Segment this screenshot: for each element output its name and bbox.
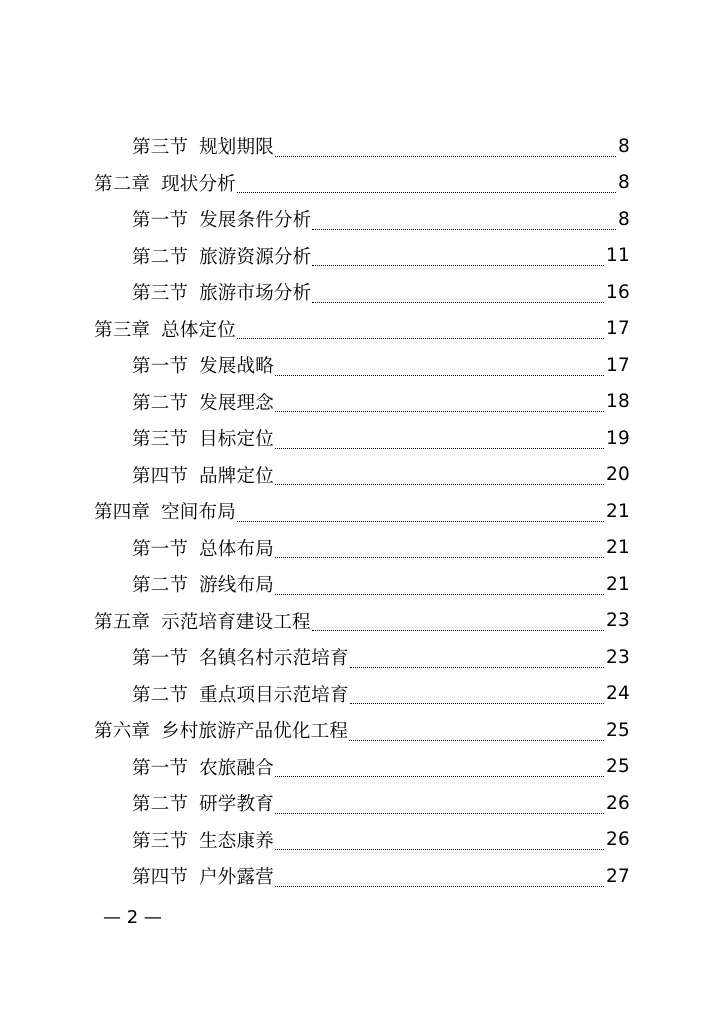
- toc-entry-title: 户外露营: [199, 867, 274, 888]
- toc-entry-label: [94, 717, 348, 743]
- toc-entry-label: [132, 571, 274, 597]
- toc-page-number: 25: [606, 756, 630, 777]
- toc-entry-title: 空间布局: [161, 502, 236, 523]
- toc-section-entry: [132, 420, 630, 456]
- toc-page-number: 8: [618, 172, 630, 193]
- toc-entry-title: 农旅融合: [199, 757, 274, 779]
- toc-entry-title: 目标定位: [199, 429, 274, 450]
- toc-entry-title: 发展战略: [199, 356, 274, 377]
- dot-leader: [349, 722, 604, 741]
- section-number: 第二节: [132, 684, 189, 706]
- toc-entry-label: [132, 243, 311, 269]
- toc-entry-label: [94, 608, 311, 634]
- toc-page-number: 27: [606, 865, 630, 887]
- toc-page-number: 20: [606, 464, 630, 485]
- dot-leader: [350, 685, 604, 704]
- toc-entry-label: [132, 133, 274, 159]
- page-number: — 2 —: [103, 907, 162, 928]
- toc-entry-title: 总体布局: [199, 538, 274, 560]
- toc-entry-label: [132, 352, 274, 378]
- section-number: 第二节: [132, 794, 189, 815]
- toc-section-entry: [132, 566, 630, 602]
- toc-entry-title: 研学教育: [199, 794, 274, 815]
- dot-leader: [312, 211, 616, 230]
- dot-leader: [275, 393, 604, 412]
- toc-section-entry: [132, 238, 630, 274]
- toc-section-entry: [132, 858, 630, 894]
- toc-entry-label: [132, 644, 349, 670]
- chapter-number: 第五章: [94, 611, 151, 633]
- toc-entry-title: 名镇名村示范培育: [199, 648, 349, 669]
- dot-leader: [312, 284, 604, 303]
- toc-page-number: 23: [606, 610, 630, 631]
- toc-section-entry: [132, 384, 630, 420]
- toc-page-number: 23: [606, 646, 630, 668]
- toc-chapter-entry: [94, 165, 630, 201]
- toc-section-entry: [132, 274, 630, 310]
- toc-entry-label: [132, 279, 311, 305]
- toc-section-entry: [132, 749, 630, 785]
- toc-entry-title: 发展理念: [199, 392, 274, 414]
- toc-section-entry: [132, 785, 630, 821]
- toc-section-entry: [132, 822, 630, 858]
- dot-leader: [312, 247, 604, 266]
- toc-page-number: 17: [606, 354, 630, 376]
- toc-section-entry: [132, 128, 630, 164]
- toc-entry-title: 乡村旅游产品优化工程: [161, 721, 349, 742]
- toc-page-number: 19: [606, 427, 630, 449]
- toc-page-number: 17: [606, 318, 630, 339]
- toc-entry-label: [94, 316, 236, 342]
- section-number: 第一节: [132, 356, 189, 377]
- toc-section-entry: [132, 639, 630, 675]
- toc-entry-label: [132, 827, 274, 853]
- toc-entry-title: 现状分析: [161, 173, 236, 195]
- dot-leader: [237, 320, 604, 339]
- toc-page-number: 11: [606, 245, 630, 266]
- dot-leader: [275, 138, 616, 157]
- section-number: 第三节: [132, 283, 189, 304]
- toc-entry-label: [132, 462, 274, 488]
- toc-section-entry: [132, 676, 630, 712]
- toc-entry-title: 示范培育建设工程: [161, 611, 311, 633]
- dot-leader: [275, 576, 604, 595]
- toc-entry-title: 总体定位: [161, 319, 236, 341]
- toc-entry-title: 发展条件分析: [199, 210, 312, 231]
- section-number: 第一节: [132, 757, 189, 779]
- toc-entry-label: [132, 790, 274, 816]
- toc-entry-title: 旅游资源分析: [199, 246, 312, 268]
- toc-page-number: 21: [606, 500, 630, 522]
- toc-page-number: 18: [606, 391, 630, 412]
- toc-chapter-entry: [94, 603, 630, 639]
- toc-entry-title: 重点项目示范培育: [199, 684, 349, 706]
- toc-entry-label: [132, 425, 274, 451]
- section-number: 第二节: [132, 246, 189, 268]
- section-number: 第二节: [132, 392, 189, 414]
- section-number: 第四节: [132, 867, 189, 888]
- toc-chapter-entry: [94, 712, 630, 748]
- toc-entry-label: [132, 754, 274, 780]
- section-number: 第一节: [132, 210, 189, 231]
- toc-page-number: 25: [606, 719, 630, 741]
- toc-page-number: 8: [618, 208, 630, 230]
- toc-chapter-entry: [94, 311, 630, 347]
- dot-leader: [275, 466, 604, 485]
- toc-entry-label: [94, 498, 236, 524]
- toc-entry-label: [94, 170, 236, 196]
- dot-leader: [275, 868, 604, 887]
- section-number: 第三节: [132, 429, 189, 450]
- toc-entry-label: [132, 389, 274, 415]
- dot-leader: [237, 174, 616, 193]
- toc-page-number: 24: [606, 683, 630, 704]
- toc-page-number: 16: [606, 281, 630, 303]
- dot-leader: [275, 795, 604, 814]
- toc-section-entry: [132, 347, 630, 383]
- toc-entry-title: 游线布局: [199, 575, 274, 596]
- section-number: 第一节: [132, 538, 189, 560]
- toc-page-number: 26: [606, 829, 630, 850]
- toc-entry-title: 旅游市场分析: [199, 283, 312, 304]
- section-number: 第一节: [132, 648, 189, 669]
- section-number: 第三节: [132, 137, 189, 158]
- toc-entry-label: [132, 535, 274, 561]
- dot-leader: [275, 539, 604, 558]
- toc-chapter-entry: [94, 493, 630, 529]
- toc-section-entry: [132, 457, 630, 493]
- dot-leader: [312, 612, 604, 631]
- toc-section-entry: [132, 530, 630, 566]
- toc-page-number: 21: [606, 573, 630, 595]
- toc-section-entry: [132, 201, 630, 237]
- dot-leader: [350, 649, 604, 668]
- section-number: 第四节: [132, 465, 189, 487]
- section-number: 第二节: [132, 575, 189, 596]
- toc-entry-label: [132, 206, 311, 232]
- toc-page-number: 26: [606, 792, 630, 814]
- toc-entry-title: 生态康养: [199, 830, 274, 852]
- dot-leader: [237, 503, 604, 522]
- chapter-number: 第六章: [94, 721, 151, 742]
- dot-leader: [275, 357, 604, 376]
- dot-leader: [275, 430, 604, 449]
- dot-leader: [275, 831, 604, 850]
- toc-entry-label: [132, 863, 274, 889]
- toc-entry-title: 品牌定位: [199, 465, 274, 487]
- toc-page-number: 21: [606, 537, 630, 558]
- toc-page-number: 8: [618, 135, 630, 157]
- section-number: 第三节: [132, 830, 189, 852]
- dot-leader: [275, 758, 604, 777]
- chapter-number: 第二章: [94, 173, 151, 195]
- toc-entry-title: 规划期限: [199, 137, 274, 158]
- chapter-number: 第三章: [94, 319, 151, 341]
- chapter-number: 第四章: [94, 502, 151, 523]
- toc-entry-label: [132, 681, 349, 707]
